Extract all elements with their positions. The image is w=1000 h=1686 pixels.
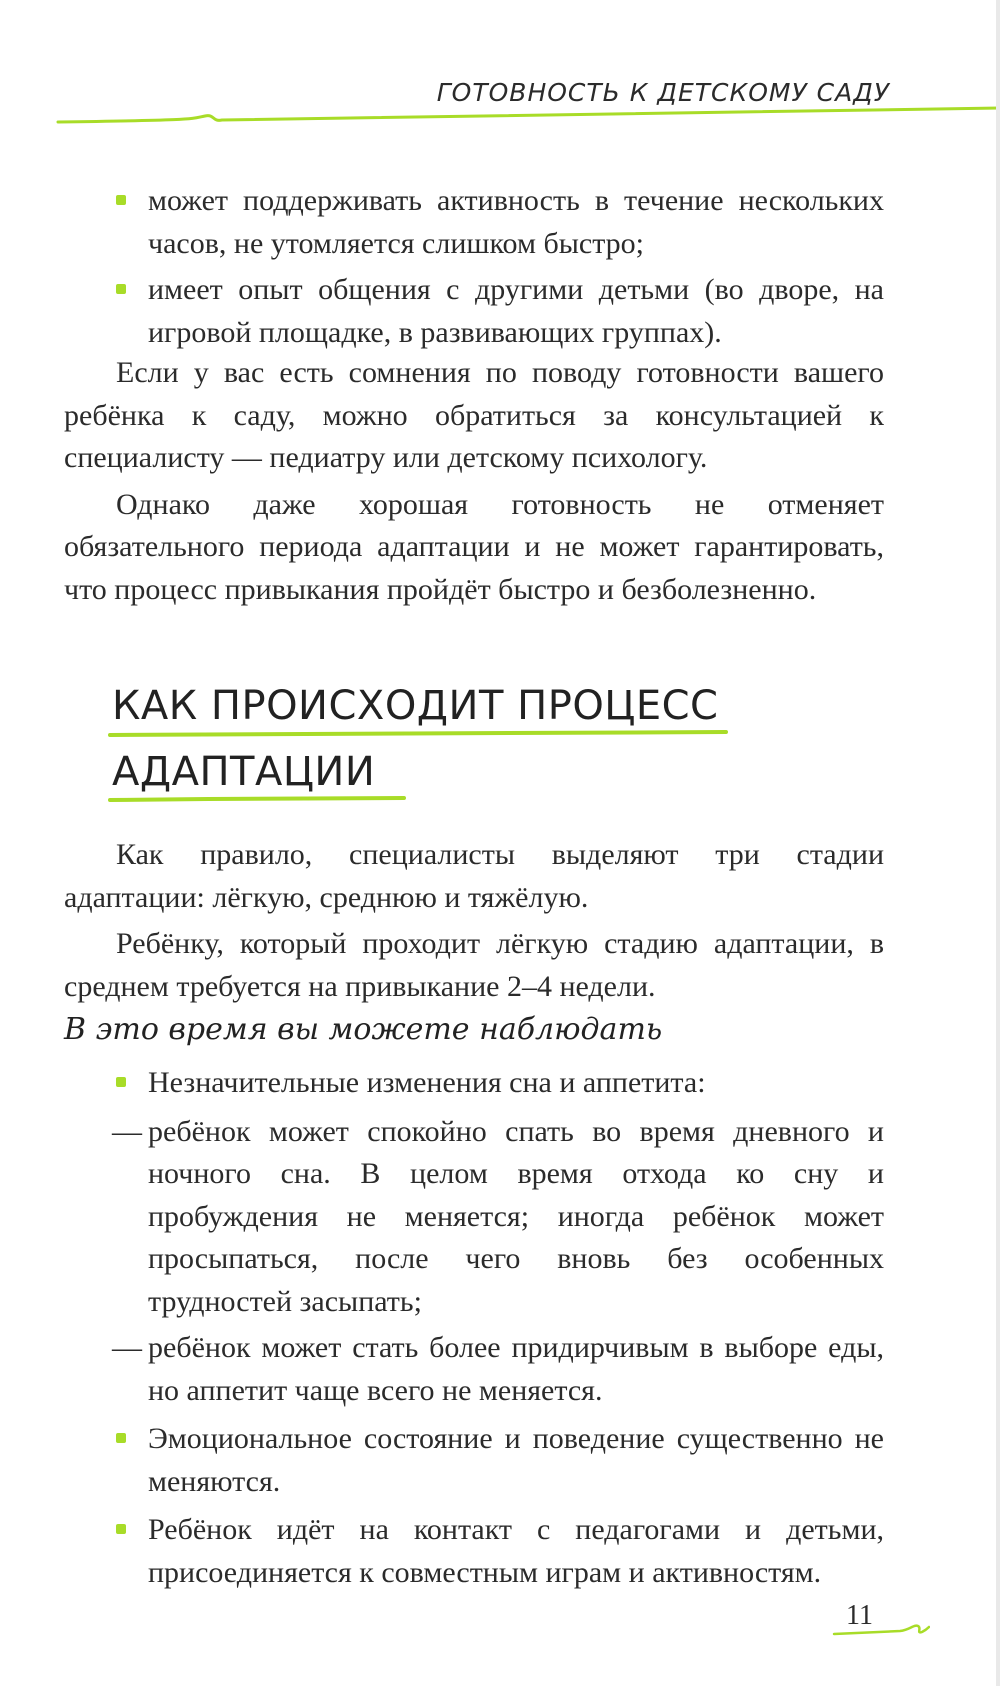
list-item: имеет опыт общения с другими детьми (во дворе, на игровой площадке, в развивающих группах).	[64, 269, 884, 354]
section-title-line-2: АДАПТАЦИИ	[112, 749, 376, 795]
dash-icon: —	[112, 1331, 142, 1364]
bullet-icon	[116, 1433, 126, 1443]
list-sub-item: — ребёнок может спокойно спать во время дневного и ночного сна. В целом время отхода ко сну и пробуждения не меняется; иногда ребёнок может просыпаться, после чего вновь без особенных трудностей засыпать;	[64, 1111, 884, 1324]
bullet-icon	[116, 284, 126, 294]
body-paragraphs-section	[64, 834, 884, 1008]
page-edge	[996, 0, 1000, 1686]
section-title-underline	[108, 730, 728, 738]
bullet-icon	[116, 1524, 126, 1534]
list-sub-item: — ребёнок может стать более придирчивым в выборе еды, но аппетит чаще всего не меняется.	[64, 1327, 884, 1412]
section-title-underline	[108, 795, 408, 803]
intro-bullet-list	[64, 180, 884, 354]
paragraph: Однако даже хорошая готовность не отменяет обязательного периода адаптации и не может гарантировать, что процесс привыкания пройдёт быстро и безболезненно.	[64, 487, 884, 606]
running-header: ГОТОВНОСТЬ К ДЕТСКОМУ САДУ	[436, 78, 890, 107]
list-item: Ребёнок идёт на контакт с педагогами и детьми, присоединяется к совместным играм и активностям.	[64, 1509, 884, 1594]
body-paragraphs-top	[64, 352, 884, 611]
paragraph: Как правило, специалисты выделяют три стадии адаптации: лёгкую, среднюю и тяжёлую.	[64, 838, 884, 914]
section-title-line-1: КАК ПРОИСХОДИТ ПРОЦЕСС	[112, 683, 719, 729]
page-number: 11	[846, 1600, 873, 1631]
list-item: Незначительные изменения сна и аппетита:	[64, 1062, 884, 1105]
list-item: может поддерживать активность в течение нескольких часов, не утомляется слишком быстро;	[64, 180, 884, 265]
page-number-flourish	[830, 1618, 930, 1638]
paragraph: Ребёнку, который проходит лёгкую стадию адаптации, в среднем требуется на привыкание 2–4 недели.	[64, 927, 884, 1003]
sub-heading: В это время вы можете наблюдать	[64, 1012, 663, 1047]
list-item: Эмоциональное состояние и поведение существенно не меняются.	[64, 1418, 884, 1503]
bullet-icon	[116, 1077, 126, 1087]
paragraph: Если у вас есть сомнения по поводу готовности вашего ребёнка к саду, можно обратиться за консультацией к специалисту — педиатру или детскому психологу.	[64, 356, 884, 474]
bullet-icon	[116, 195, 126, 205]
observation-list	[64, 1062, 884, 1594]
header-rule	[0, 100, 1000, 140]
dash-icon: —	[112, 1114, 142, 1148]
